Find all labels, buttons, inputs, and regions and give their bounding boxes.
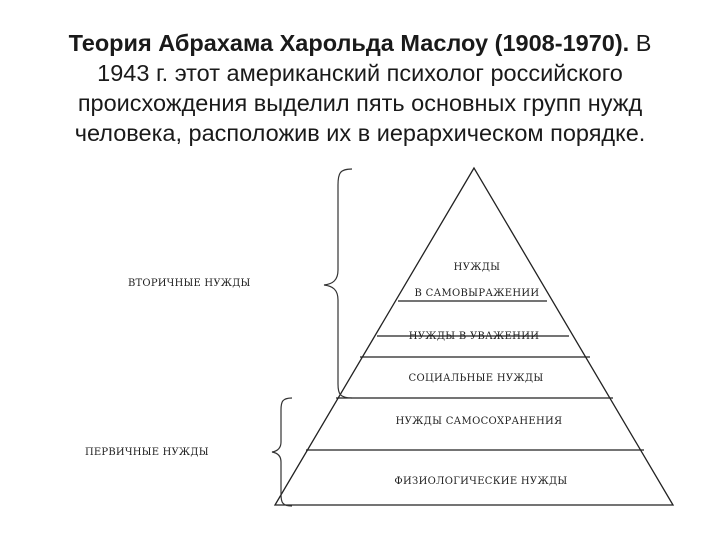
level-5-label: ФИЗИОЛОГИЧЕСКИЕ НУЖДЫ xyxy=(394,476,568,487)
header-line-3: происхождения выделил пять основных групп нужд xyxy=(77,90,643,116)
level-4-label: НУЖДЫ САМОСОХРАНЕНИЯ xyxy=(395,416,563,427)
header-line-2: 1943 г. этот американский психолог российского xyxy=(97,60,623,86)
level-2-label: НУЖДЫ В УВАЖЕНИИ xyxy=(408,331,540,342)
primary-needs-label: ПЕРВИЧНЫЕ НУЖДЫ xyxy=(85,447,209,458)
header-line-4: человека, расположив их в иерархическом порядке. xyxy=(74,120,646,146)
secondary-needs-label: ВТОРИЧНЫЕ НУЖДЫ xyxy=(128,278,251,289)
slide-title: Теория Абрахама Харольда Маслоу (1908-1970). xyxy=(68,30,630,56)
level-1-label-line-1: НУЖДЫ xyxy=(453,262,501,273)
level-1-label-line-2: В САМОВЫРАЖЕНИИ xyxy=(414,288,540,299)
level-3-label: СОЦИАЛЬНЫЕ НУЖДЫ xyxy=(408,373,544,384)
secondary-needs-brace xyxy=(324,169,352,398)
header-text-start: В xyxy=(635,30,652,56)
primary-needs-brace xyxy=(272,398,292,506)
